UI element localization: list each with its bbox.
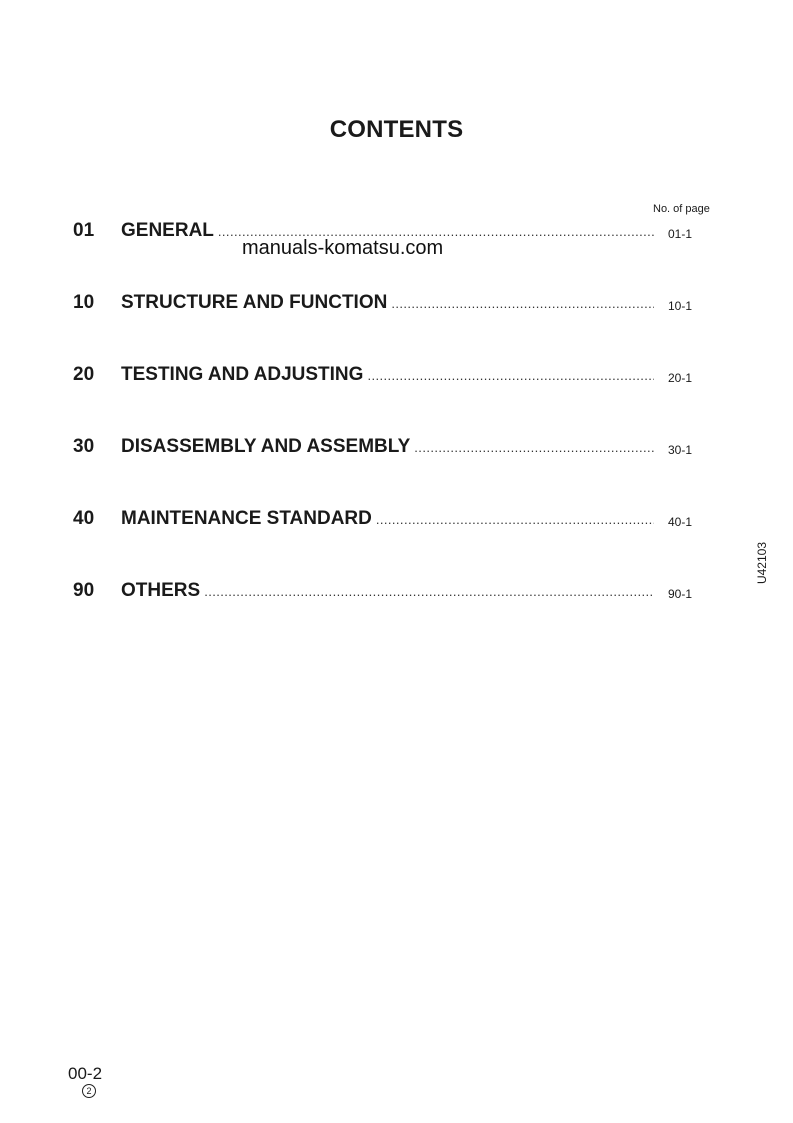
toc-page-number: 40-1 [668, 515, 693, 529]
footer-revision-mark: 2 [82, 1084, 96, 1098]
watermark-text: manuals-komatsu.com [242, 237, 444, 259]
toc-leader-dots [391, 291, 654, 316]
toc-section-number: 10 [73, 292, 95, 313]
toc-entry-structure-and-function[interactable] [73, 290, 698, 316]
toc-section-number: 20 [73, 364, 95, 385]
toc-section-title: DISASSEMBLY AND ASSEMBLY [121, 436, 411, 457]
toc-title-line [121, 578, 654, 604]
toc-section-title: OTHERS [121, 580, 201, 601]
toc-leader-dots [367, 363, 654, 388]
toc-section-title: MAINTENANCE STANDARD [121, 508, 372, 529]
toc-title-line [121, 362, 654, 388]
toc-entry-disassembly-and-assembly[interactable] [73, 434, 698, 460]
toc-title-line [121, 434, 654, 460]
document-side-code: U42103 [755, 541, 769, 585]
page-column-label: No. of page [653, 203, 710, 215]
toc-leader-dots [376, 507, 654, 532]
toc-section-number: 30 [73, 436, 95, 457]
toc-section-number: 40 [73, 508, 95, 529]
toc-page-number: 20-1 [668, 371, 693, 385]
toc-page-number: 30-1 [668, 443, 693, 457]
toc-leader-dots [204, 579, 654, 604]
toc-section-number: 01 [73, 220, 95, 241]
footer-page-number: 00-2 [68, 1064, 103, 1083]
toc-leader-dots [414, 435, 654, 460]
toc-page-number: 10-1 [668, 299, 693, 313]
toc-section-title: TESTING AND ADJUSTING [121, 364, 364, 385]
toc-section-title: GENERAL [121, 220, 214, 241]
page-title: CONTENTS [329, 116, 464, 143]
toc-entry-testing-and-adjusting[interactable] [73, 362, 698, 388]
toc-title-line [121, 506, 654, 532]
toc-entry-others[interactable] [73, 578, 698, 604]
toc-page-number: 90-1 [668, 587, 693, 601]
toc-section-title: STRUCTURE AND FUNCTION [121, 292, 388, 313]
toc-page-number: 01-1 [668, 227, 693, 241]
toc-title-line [121, 290, 654, 316]
toc-section-number: 90 [73, 580, 95, 601]
toc-entry-maintenance-standard[interactable] [73, 506, 698, 532]
